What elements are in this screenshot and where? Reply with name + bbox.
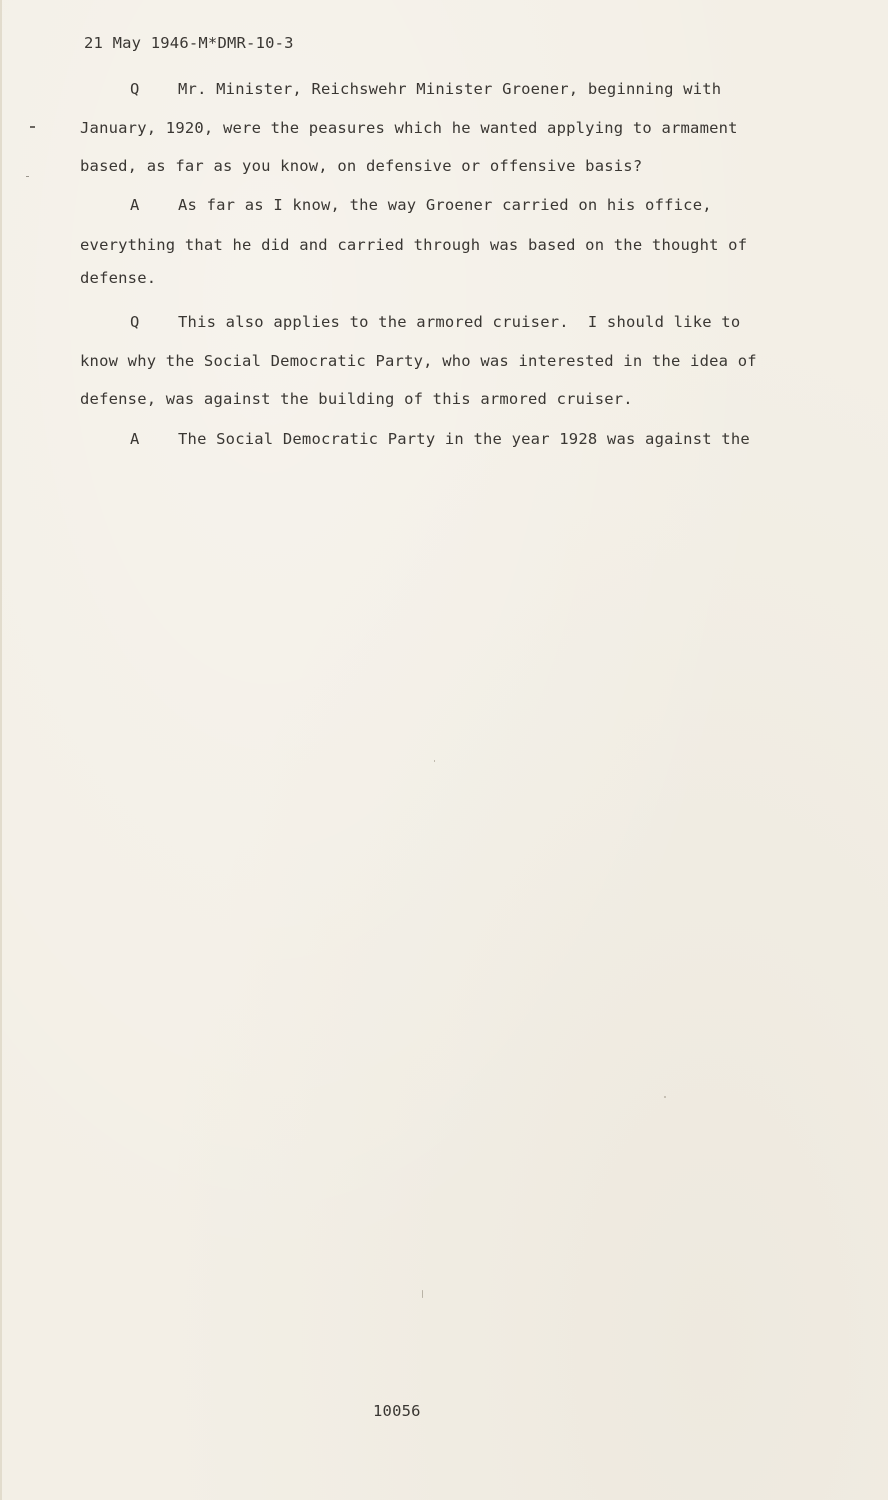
answer-line: defense.: [80, 269, 157, 287]
paper-speck: [422, 1290, 423, 1298]
question-line: defense, was against the building of this armored cruiser.: [80, 390, 633, 408]
speaker-label-q: Q: [130, 313, 140, 331]
question-line: based, as far as you know, on defensive or offensive basis?: [80, 157, 643, 175]
paper-speck: [434, 760, 435, 762]
answer-line: The Social Democratic Party in the year 1928 was against the: [178, 430, 750, 448]
document-header: 21 May 1946-M*DMR-10-3: [84, 34, 294, 52]
answer-line: everything that he did and carried through was based on the thought of: [80, 236, 748, 254]
question-line: know why the Social Democratic Party, who was interested in the idea of: [80, 352, 757, 370]
margin-mark: [30, 126, 35, 128]
speaker-label-a: A: [130, 430, 140, 448]
page-number: 10056: [373, 1402, 421, 1420]
paper-speck: [664, 1096, 666, 1098]
question-line: January, 1920, were the peasures which he wanted applying to armament: [80, 119, 738, 137]
question-line: Mr. Minister, Reichswehr Minister Groener, beginning with: [178, 80, 722, 98]
margin-mark: [26, 176, 29, 177]
answer-line: As far as I know, the way Groener carried on his office,: [178, 196, 712, 214]
speaker-label-q: Q: [130, 80, 140, 98]
question-line: This also applies to the armored cruiser. I should like to: [178, 313, 741, 331]
speaker-label-a: A: [130, 196, 140, 214]
